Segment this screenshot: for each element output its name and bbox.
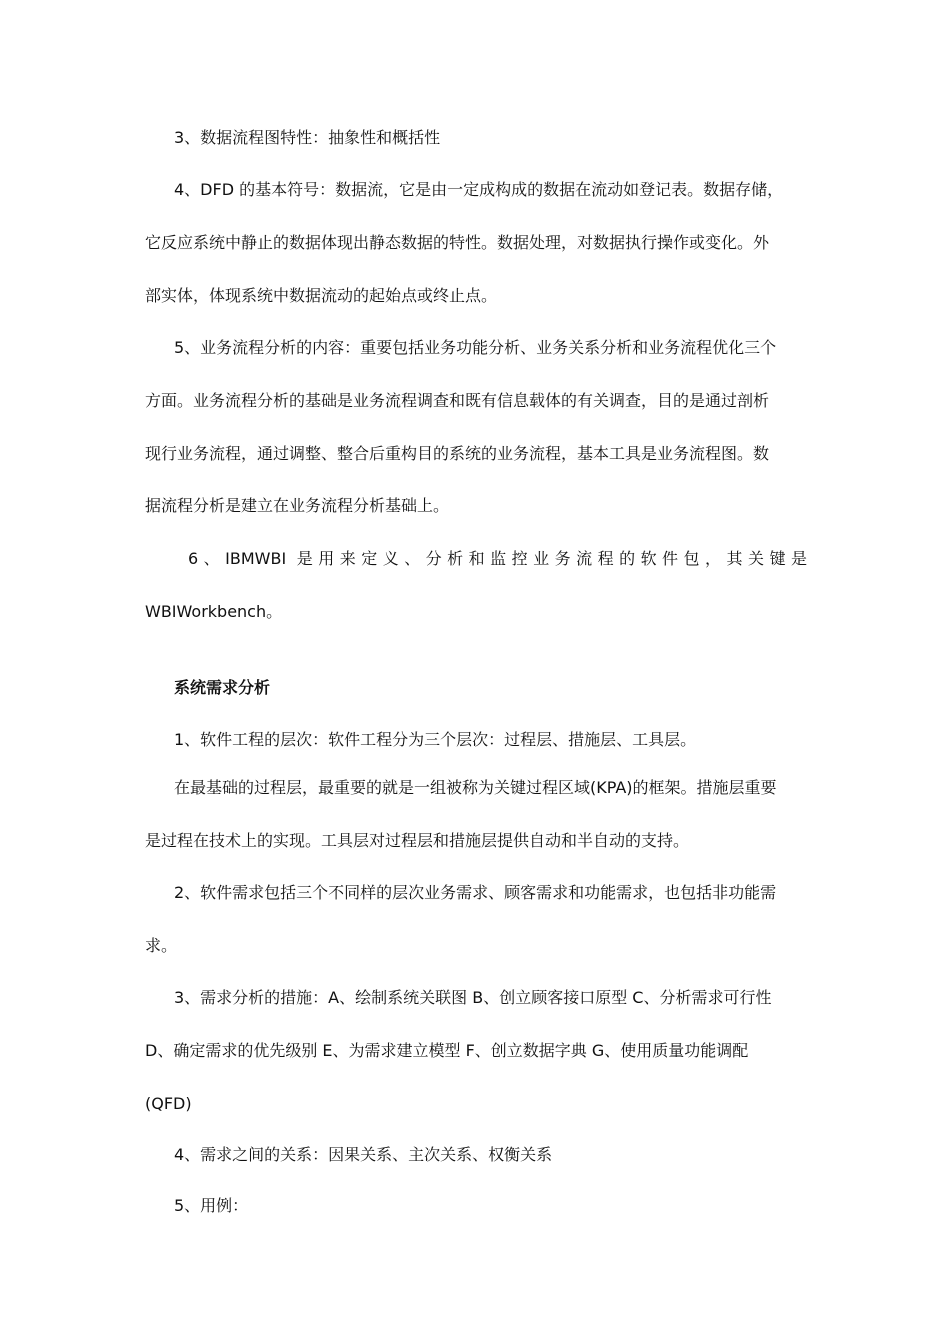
paragraph-ibmwbi-line-2: WBIWorkbench。 [145,602,283,621]
section-heading: 系统需求分析 [174,678,271,697]
paragraph-ibmwbi-line-1: 6、IBMWBI 是用来定义、分析和监控业务流程的软件包，其关键是 [188,549,807,568]
paragraph-dfd-symbols-line-1: 4、DFD 的基本符号：数据流，它是由一定成构成的数据在流动如登记表。数据存储， [174,180,784,199]
paragraph-requirements-levels-line-2: 求。 [145,936,178,955]
paragraph-process-layer-line-2: 是过程在技术上的实现。工具层对过程层和措施层提供自动和半自动的支持。 [145,831,690,850]
paragraph-use-cases: 5、用例： [174,1196,249,1215]
paragraph-dfd-symbols-line-2: 它反应系统中静止的数据体现出静态数据的特性。数据处理，对数据执行操作或变化。外 [145,233,770,252]
paragraph-process-analysis-line-2: 方面。业务流程分析的基础是业务流程调查和既有信息载体的有关调查，目的是通过剖析 [145,391,770,410]
paragraph-analysis-measures-line-3: (QFD) [145,1094,192,1113]
paragraph-process-analysis-line-1: 5、业务流程分析的内容：重要包括业务功能分析、业务关系分析和业务流程优化三个 [174,338,777,357]
paragraph-process-analysis-line-3: 现行业务流程，通过调整、整合后重构目的系统的业务流程，基本工具是业务流程图。数 [145,444,770,463]
paragraph-requirements-levels-line-1: 2、软件需求包括三个不同样的层次业务需求、顾客需求和功能需求，也包括非功能需 [174,883,777,902]
paragraph-dfd-symbols-line-3: 部实体，体现系统中数据流动的起始点或终止点。 [145,286,498,305]
paragraph-process-analysis-line-4: 据流程分析是建立在业务流程分析基础上。 [145,496,450,515]
paragraph-dfd-characteristics: 3、数据流程图特性：抽象性和概括性 [174,128,441,147]
paragraph-analysis-measures-line-1: 3、需求分析的措施：A、绘制系统关联图 B、创立顾客接口原型 C、分析需求可行性 [174,988,772,1007]
paragraph-software-levels: 1、软件工程的层次：软件工程分为三个层次：过程层、措施层、工具层。 [174,730,697,749]
paragraph-analysis-measures-line-2: D、确定需求的优先级别 E、为需求建立模型 F、创立数据字典 G、使用质量功能调配 [145,1041,749,1060]
paragraph-requirement-relations: 4、需求之间的关系：因果关系、主次关系、权衡关系 [174,1145,553,1164]
paragraph-process-layer-line-1: 在最基础的过程层，最重要的就是一组被称为关键过程区域(KPA)的框架。措施层重要 [174,778,777,797]
